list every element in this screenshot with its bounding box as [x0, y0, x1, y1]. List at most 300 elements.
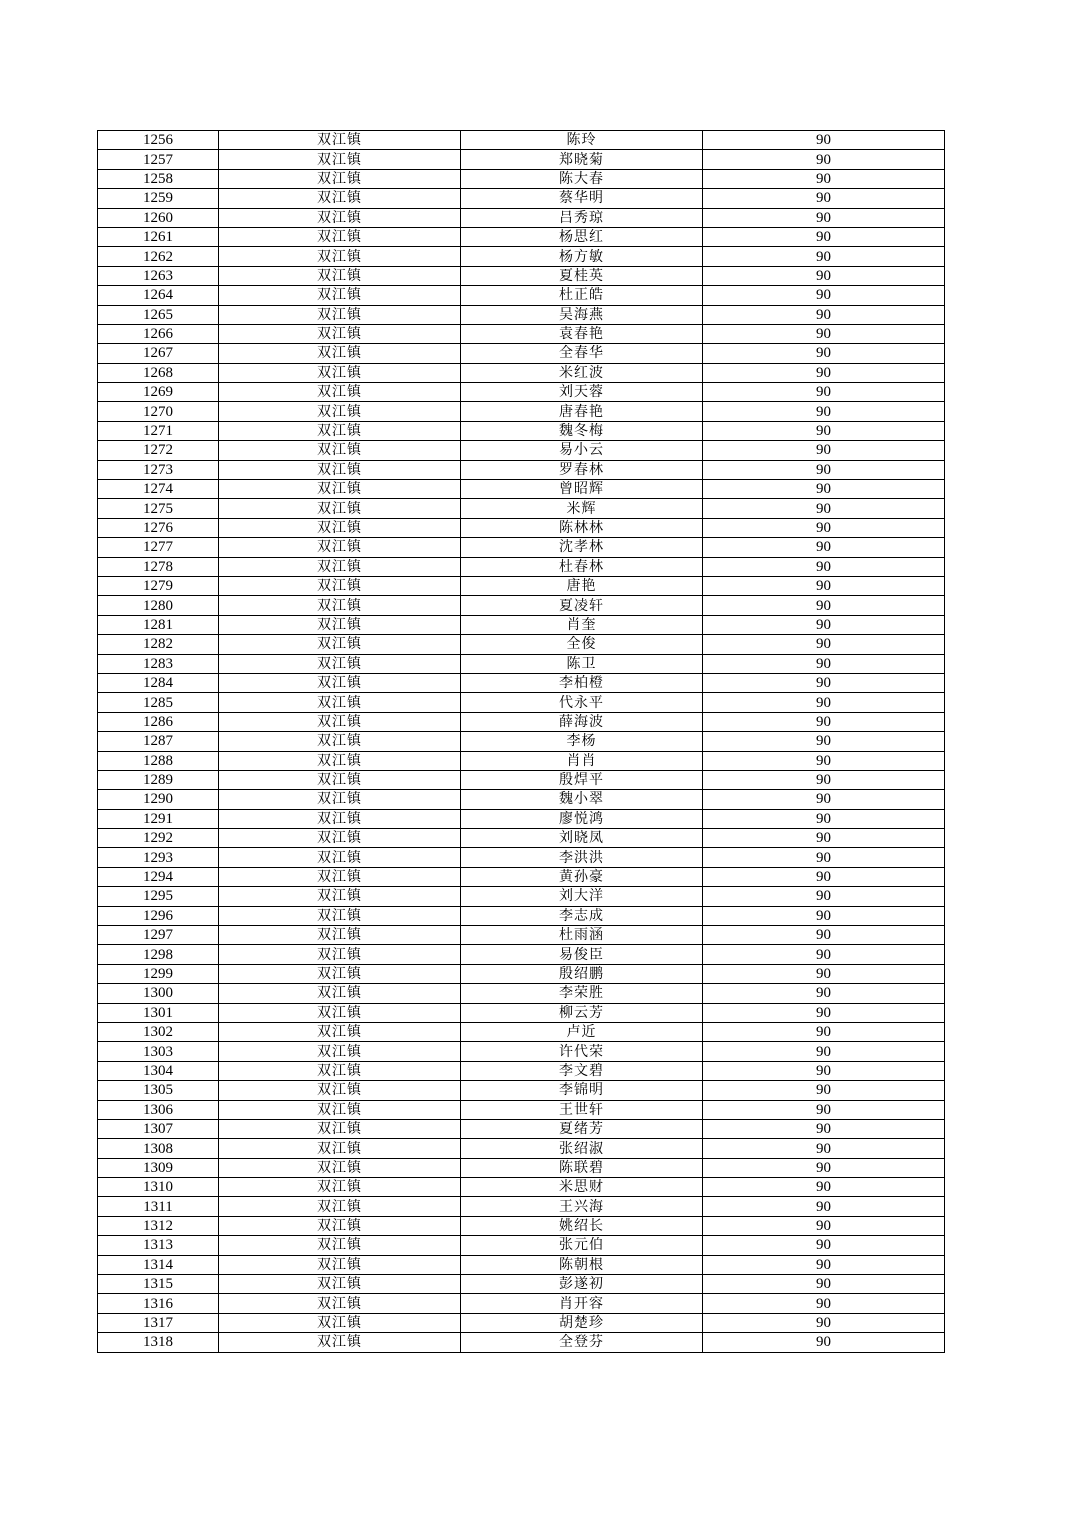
table-row: [98, 363, 945, 382]
town-cell: 双江镇: [219, 538, 461, 557]
score-cell: 90: [703, 867, 945, 886]
town-cell: 双江镇: [219, 344, 461, 363]
row-number-cell: 1311: [98, 1197, 219, 1216]
score-cell: 90: [703, 1333, 945, 1352]
table-row: [98, 518, 945, 537]
score-cell: 90: [703, 518, 945, 537]
person-name-cell: 吕秀琼: [461, 208, 703, 227]
town-cell: 双江镇: [219, 169, 461, 188]
table-row: [98, 790, 945, 809]
row-number-cell: 1305: [98, 1081, 219, 1100]
table-row: [98, 654, 945, 673]
person-name-cell: 肖肖: [461, 751, 703, 770]
table-row: [98, 305, 945, 324]
row-number-cell: 1317: [98, 1313, 219, 1332]
person-name-cell: 沈孝林: [461, 538, 703, 557]
table-row: [98, 984, 945, 1003]
table-row: [98, 499, 945, 518]
score-cell: 90: [703, 131, 945, 150]
person-name-cell: 殷焊平: [461, 770, 703, 789]
town-cell: 双江镇: [219, 499, 461, 518]
town-cell: 双江镇: [219, 305, 461, 324]
score-cell: 90: [703, 596, 945, 615]
table-row: [98, 732, 945, 751]
row-number-cell: 1314: [98, 1255, 219, 1274]
person-name-cell: 李柏橙: [461, 673, 703, 692]
table-row: [98, 848, 945, 867]
table-row: [98, 1236, 945, 1255]
person-name-cell: 唐艳: [461, 576, 703, 595]
row-number-cell: 1264: [98, 286, 219, 305]
row-number-cell: 1292: [98, 829, 219, 848]
person-name-cell: 肖奎: [461, 615, 703, 634]
score-cell: 90: [703, 945, 945, 964]
town-cell: 双江镇: [219, 848, 461, 867]
town-cell: 双江镇: [219, 1216, 461, 1235]
table-row: [98, 673, 945, 692]
row-number-cell: 1260: [98, 208, 219, 227]
score-cell: 90: [703, 208, 945, 227]
person-name-cell: 许代荣: [461, 1042, 703, 1061]
person-name-cell: 陈卫: [461, 654, 703, 673]
table-row: [98, 227, 945, 246]
town-cell: 双江镇: [219, 131, 461, 150]
town-cell: 双江镇: [219, 809, 461, 828]
row-number-cell: 1276: [98, 518, 219, 537]
row-number-cell: 1258: [98, 169, 219, 188]
table-row: [98, 1197, 945, 1216]
row-number-cell: 1277: [98, 538, 219, 557]
row-number-cell: 1316: [98, 1294, 219, 1313]
town-cell: 双江镇: [219, 1100, 461, 1119]
score-cell: 90: [703, 693, 945, 712]
score-cell: 90: [703, 1100, 945, 1119]
row-number-cell: 1309: [98, 1158, 219, 1177]
row-number-cell: 1310: [98, 1178, 219, 1197]
person-name-cell: 陈大春: [461, 169, 703, 188]
roster-table-body: [98, 131, 945, 1353]
score-cell: 90: [703, 305, 945, 324]
table-row: [98, 286, 945, 305]
person-name-cell: 刘大洋: [461, 887, 703, 906]
row-number-cell: 1274: [98, 480, 219, 499]
person-name-cell: 易俊臣: [461, 945, 703, 964]
town-cell: 双江镇: [219, 1022, 461, 1041]
row-number-cell: 1283: [98, 654, 219, 673]
town-cell: 双江镇: [219, 712, 461, 731]
row-number-cell: 1269: [98, 383, 219, 402]
score-cell: 90: [703, 441, 945, 460]
score-cell: 90: [703, 809, 945, 828]
score-cell: 90: [703, 266, 945, 285]
score-cell: 90: [703, 1275, 945, 1294]
row-number-cell: 1270: [98, 402, 219, 421]
table-row: [98, 247, 945, 266]
score-cell: 90: [703, 344, 945, 363]
table-row: [98, 1022, 945, 1041]
row-number-cell: 1298: [98, 945, 219, 964]
town-cell: 双江镇: [219, 518, 461, 537]
town-cell: 双江镇: [219, 1061, 461, 1080]
row-number-cell: 1291: [98, 809, 219, 828]
town-cell: 双江镇: [219, 1333, 461, 1352]
score-cell: 90: [703, 1313, 945, 1332]
row-number-cell: 1278: [98, 557, 219, 576]
score-cell: 90: [703, 615, 945, 634]
table-row: [98, 1100, 945, 1119]
table-row: [98, 421, 945, 440]
town-cell: 双江镇: [219, 867, 461, 886]
table-row: [98, 1255, 945, 1274]
row-number-cell: 1312: [98, 1216, 219, 1235]
table-row: [98, 1003, 945, 1022]
table-row: [98, 964, 945, 983]
town-cell: 双江镇: [219, 286, 461, 305]
town-cell: 双江镇: [219, 576, 461, 595]
person-name-cell: 李锦明: [461, 1081, 703, 1100]
row-number-cell: 1273: [98, 460, 219, 479]
person-name-cell: 卢近: [461, 1022, 703, 1041]
person-name-cell: 薛海波: [461, 712, 703, 731]
town-cell: 双江镇: [219, 150, 461, 169]
person-name-cell: 米辉: [461, 499, 703, 518]
table-row: [98, 867, 945, 886]
town-cell: 双江镇: [219, 635, 461, 654]
town-cell: 双江镇: [219, 596, 461, 615]
row-number-cell: 1288: [98, 751, 219, 770]
score-cell: 90: [703, 1022, 945, 1041]
town-cell: 双江镇: [219, 906, 461, 925]
row-number-cell: 1300: [98, 984, 219, 1003]
town-cell: 双江镇: [219, 673, 461, 692]
score-cell: 90: [703, 402, 945, 421]
person-name-cell: 米红波: [461, 363, 703, 382]
table-row: [98, 1042, 945, 1061]
score-cell: 90: [703, 1119, 945, 1138]
table-row: [98, 1333, 945, 1352]
score-cell: 90: [703, 906, 945, 925]
table-row: [98, 1081, 945, 1100]
row-number-cell: 1268: [98, 363, 219, 382]
table-row: [98, 1158, 945, 1177]
roster-table: [97, 130, 945, 1353]
row-number-cell: 1299: [98, 964, 219, 983]
row-number-cell: 1287: [98, 732, 219, 751]
score-cell: 90: [703, 848, 945, 867]
person-name-cell: 廖悦鸿: [461, 809, 703, 828]
table-row: [98, 596, 945, 615]
table-row: [98, 324, 945, 343]
score-cell: 90: [703, 247, 945, 266]
score-cell: 90: [703, 751, 945, 770]
table-row: [98, 1275, 945, 1294]
table-row: [98, 383, 945, 402]
table-row: [98, 615, 945, 634]
person-name-cell: 郑晓菊: [461, 150, 703, 169]
score-cell: 90: [703, 363, 945, 382]
row-number-cell: 1302: [98, 1022, 219, 1041]
table-row: [98, 576, 945, 595]
person-name-cell: 魏小翠: [461, 790, 703, 809]
town-cell: 双江镇: [219, 945, 461, 964]
town-cell: 双江镇: [219, 1255, 461, 1274]
person-name-cell: 姚绍长: [461, 1216, 703, 1235]
row-number-cell: 1297: [98, 926, 219, 945]
score-cell: 90: [703, 984, 945, 1003]
score-cell: 90: [703, 770, 945, 789]
score-cell: 90: [703, 1158, 945, 1177]
town-cell: 双江镇: [219, 208, 461, 227]
score-cell: 90: [703, 1294, 945, 1313]
person-name-cell: 张元伯: [461, 1236, 703, 1255]
row-number-cell: 1285: [98, 693, 219, 712]
person-name-cell: 夏桂英: [461, 266, 703, 285]
score-cell: 90: [703, 673, 945, 692]
table-row: [98, 189, 945, 208]
town-cell: 双江镇: [219, 654, 461, 673]
table-row: [98, 712, 945, 731]
score-cell: 90: [703, 421, 945, 440]
score-cell: 90: [703, 576, 945, 595]
person-name-cell: 魏冬梅: [461, 421, 703, 440]
person-name-cell: 曾昭辉: [461, 480, 703, 499]
row-number-cell: 1306: [98, 1100, 219, 1119]
table-row: [98, 1178, 945, 1197]
row-number-cell: 1271: [98, 421, 219, 440]
town-cell: 双江镇: [219, 383, 461, 402]
person-name-cell: 李志成: [461, 906, 703, 925]
table-row: [98, 538, 945, 557]
town-cell: 双江镇: [219, 829, 461, 848]
score-cell: 90: [703, 790, 945, 809]
town-cell: 双江镇: [219, 324, 461, 343]
row-number-cell: 1259: [98, 189, 219, 208]
score-cell: 90: [703, 286, 945, 305]
town-cell: 双江镇: [219, 964, 461, 983]
row-number-cell: 1284: [98, 673, 219, 692]
row-number-cell: 1294: [98, 867, 219, 886]
town-cell: 双江镇: [219, 460, 461, 479]
table-row: [98, 829, 945, 848]
score-cell: 90: [703, 654, 945, 673]
person-name-cell: 杨思红: [461, 227, 703, 246]
person-name-cell: 唐春艳: [461, 402, 703, 421]
town-cell: 双江镇: [219, 1197, 461, 1216]
town-cell: 双江镇: [219, 1294, 461, 1313]
row-number-cell: 1286: [98, 712, 219, 731]
row-number-cell: 1290: [98, 790, 219, 809]
town-cell: 双江镇: [219, 732, 461, 751]
table-row: [98, 770, 945, 789]
person-name-cell: 李文碧: [461, 1061, 703, 1080]
town-cell: 双江镇: [219, 266, 461, 285]
person-name-cell: 刘晓凤: [461, 829, 703, 848]
table-row: [98, 441, 945, 460]
person-name-cell: 张绍淑: [461, 1139, 703, 1158]
person-name-cell: 夏绪芳: [461, 1119, 703, 1138]
town-cell: 双江镇: [219, 1158, 461, 1177]
score-cell: 90: [703, 1081, 945, 1100]
score-cell: 90: [703, 1042, 945, 1061]
person-name-cell: 胡楚珍: [461, 1313, 703, 1332]
town-cell: 双江镇: [219, 926, 461, 945]
person-name-cell: 黄孙豪: [461, 867, 703, 886]
town-cell: 双江镇: [219, 189, 461, 208]
score-cell: 90: [703, 383, 945, 402]
score-cell: 90: [703, 732, 945, 751]
score-cell: 90: [703, 635, 945, 654]
town-cell: 双江镇: [219, 227, 461, 246]
row-number-cell: 1304: [98, 1061, 219, 1080]
town-cell: 双江镇: [219, 887, 461, 906]
row-number-cell: 1262: [98, 247, 219, 266]
score-cell: 90: [703, 712, 945, 731]
score-cell: 90: [703, 964, 945, 983]
person-name-cell: 王兴海: [461, 1197, 703, 1216]
person-name-cell: 易小云: [461, 441, 703, 460]
row-number-cell: 1307: [98, 1119, 219, 1138]
person-name-cell: 夏凌轩: [461, 596, 703, 615]
row-number-cell: 1280: [98, 596, 219, 615]
row-number-cell: 1256: [98, 131, 219, 150]
score-cell: 90: [703, 460, 945, 479]
score-cell: 90: [703, 1061, 945, 1080]
person-name-cell: 全登芬: [461, 1333, 703, 1352]
row-number-cell: 1257: [98, 150, 219, 169]
table-row: [98, 1313, 945, 1332]
row-number-cell: 1296: [98, 906, 219, 925]
town-cell: 双江镇: [219, 1178, 461, 1197]
person-name-cell: 陈联碧: [461, 1158, 703, 1177]
row-number-cell: 1263: [98, 266, 219, 285]
score-cell: 90: [703, 480, 945, 499]
person-name-cell: 罗春林: [461, 460, 703, 479]
score-cell: 90: [703, 926, 945, 945]
town-cell: 双江镇: [219, 1081, 461, 1100]
table-row: [98, 887, 945, 906]
table-row: [98, 460, 945, 479]
table-row: [98, 809, 945, 828]
row-number-cell: 1272: [98, 441, 219, 460]
town-cell: 双江镇: [219, 770, 461, 789]
table-row: [98, 751, 945, 770]
table-row: [98, 266, 945, 285]
person-name-cell: 代永平: [461, 693, 703, 712]
table-row: [98, 480, 945, 499]
table-row: [98, 557, 945, 576]
score-cell: 90: [703, 887, 945, 906]
town-cell: 双江镇: [219, 615, 461, 634]
town-cell: 双江镇: [219, 1139, 461, 1158]
table-row: [98, 208, 945, 227]
town-cell: 双江镇: [219, 1003, 461, 1022]
town-cell: 双江镇: [219, 1119, 461, 1138]
person-name-cell: 李荣胜: [461, 984, 703, 1003]
person-name-cell: 杜雨涵: [461, 926, 703, 945]
row-number-cell: 1301: [98, 1003, 219, 1022]
town-cell: 双江镇: [219, 1236, 461, 1255]
table-row: [98, 693, 945, 712]
score-cell: 90: [703, 150, 945, 169]
person-name-cell: 蔡华明: [461, 189, 703, 208]
town-cell: 双江镇: [219, 693, 461, 712]
person-name-cell: 陈朝根: [461, 1255, 703, 1274]
row-number-cell: 1281: [98, 615, 219, 634]
person-name-cell: 殷绍鹏: [461, 964, 703, 983]
row-number-cell: 1265: [98, 305, 219, 324]
person-name-cell: 王世轩: [461, 1100, 703, 1119]
score-cell: 90: [703, 1003, 945, 1022]
score-cell: 90: [703, 557, 945, 576]
score-cell: 90: [703, 1255, 945, 1274]
table-row: [98, 131, 945, 150]
town-cell: 双江镇: [219, 790, 461, 809]
score-cell: 90: [703, 1139, 945, 1158]
row-number-cell: 1266: [98, 324, 219, 343]
person-name-cell: 彭遂初: [461, 1275, 703, 1294]
person-name-cell: 杜正皓: [461, 286, 703, 305]
person-name-cell: 刘天蓉: [461, 383, 703, 402]
row-number-cell: 1267: [98, 344, 219, 363]
table-row: [98, 1294, 945, 1313]
person-name-cell: 全俊: [461, 635, 703, 654]
score-cell: 90: [703, 1216, 945, 1235]
row-number-cell: 1275: [98, 499, 219, 518]
score-cell: 90: [703, 1197, 945, 1216]
score-cell: 90: [703, 1178, 945, 1197]
person-name-cell: 吴海燕: [461, 305, 703, 324]
table-row: [98, 169, 945, 188]
score-cell: 90: [703, 1236, 945, 1255]
score-cell: 90: [703, 189, 945, 208]
score-cell: 90: [703, 227, 945, 246]
person-name-cell: 陈林林: [461, 518, 703, 537]
score-cell: 90: [703, 829, 945, 848]
table-row: [98, 1061, 945, 1080]
town-cell: 双江镇: [219, 402, 461, 421]
town-cell: 双江镇: [219, 480, 461, 499]
row-number-cell: 1295: [98, 887, 219, 906]
score-cell: 90: [703, 499, 945, 518]
row-number-cell: 1308: [98, 1139, 219, 1158]
row-number-cell: 1318: [98, 1333, 219, 1352]
town-cell: 双江镇: [219, 751, 461, 770]
person-name-cell: 李洪洪: [461, 848, 703, 867]
table-row: [98, 1216, 945, 1235]
person-name-cell: 柳云芳: [461, 1003, 703, 1022]
row-number-cell: 1303: [98, 1042, 219, 1061]
table-row: [98, 926, 945, 945]
row-number-cell: 1289: [98, 770, 219, 789]
table-row: [98, 344, 945, 363]
row-number-cell: 1293: [98, 848, 219, 867]
town-cell: 双江镇: [219, 421, 461, 440]
table-row: [98, 150, 945, 169]
row-number-cell: 1282: [98, 635, 219, 654]
town-cell: 双江镇: [219, 984, 461, 1003]
person-name-cell: 李杨: [461, 732, 703, 751]
person-name-cell: 袁春艳: [461, 324, 703, 343]
town-cell: 双江镇: [219, 441, 461, 460]
table-row: [98, 945, 945, 964]
table-row: [98, 906, 945, 925]
table-row: [98, 635, 945, 654]
score-cell: 90: [703, 538, 945, 557]
town-cell: 双江镇: [219, 1042, 461, 1061]
row-number-cell: 1261: [98, 227, 219, 246]
person-name-cell: 米思财: [461, 1178, 703, 1197]
town-cell: 双江镇: [219, 247, 461, 266]
